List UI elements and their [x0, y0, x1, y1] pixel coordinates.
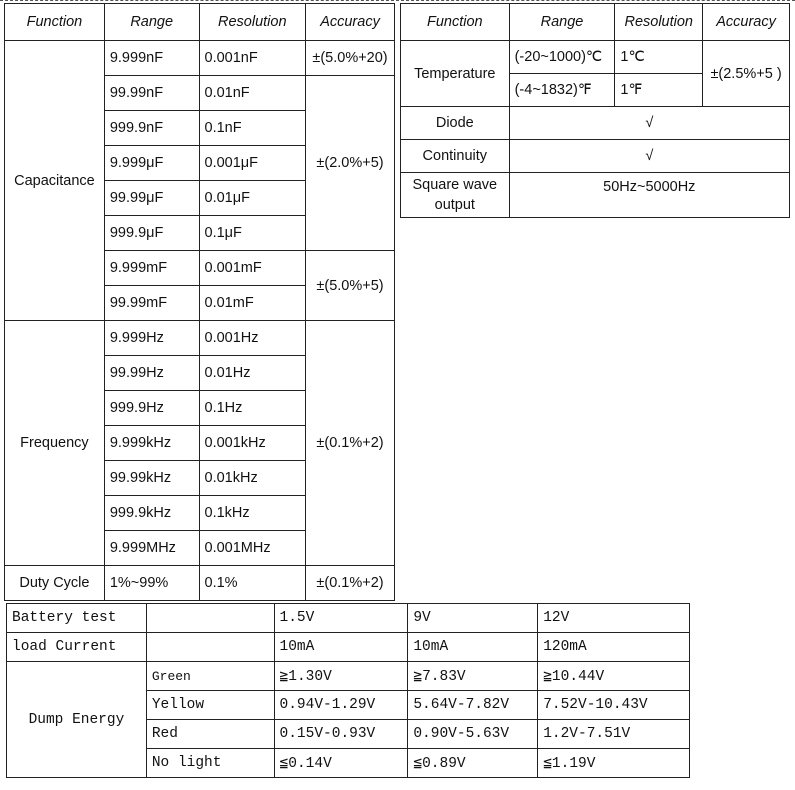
- function-continuity: Continuity: [401, 140, 510, 173]
- range-cell: 999.9kHz: [104, 496, 199, 531]
- indicator-color-red: Red: [146, 720, 274, 749]
- top-dashed-border: [0, 0, 795, 1]
- range-cell: (-4~1832)℉: [509, 74, 615, 107]
- spec-table-right: [400, 3, 790, 218]
- dump-energy-label: Dump Energy: [7, 662, 147, 778]
- resolution-cell: 0.01mF: [199, 286, 306, 321]
- diode-value: √: [509, 107, 789, 140]
- load-current-cell: 10mA: [408, 633, 538, 662]
- dump-energy-cell: ≧7.83V: [408, 662, 538, 691]
- battery-test-label: Battery test: [7, 604, 147, 633]
- table-row: [5, 321, 395, 356]
- header-resolution: Resolution: [199, 4, 306, 41]
- range-cell: (-20~1000)℃: [509, 41, 615, 74]
- range-cell: 99.99nF: [104, 76, 199, 111]
- table-row: [7, 662, 690, 691]
- function-square-wave: [401, 173, 510, 218]
- function-diode: Diode: [401, 107, 510, 140]
- resolution-cell: 0.1Hz: [199, 391, 306, 426]
- dump-energy-cell: ≧10.44V: [538, 662, 690, 691]
- dump-energy-cell: 0.90V-5.63V: [408, 720, 538, 749]
- table-row: [401, 140, 790, 173]
- table-row: [5, 566, 395, 601]
- indicator-color-yellow: Yellow: [146, 691, 274, 720]
- dump-energy-cell: 0.94V-1.29V: [274, 691, 408, 720]
- resolution-cell: 0.001MHz: [199, 531, 306, 566]
- battery-test-table: [6, 603, 690, 778]
- resolution-cell: 0.001μF: [199, 146, 306, 181]
- resolution-cell: 0.1%: [199, 566, 306, 601]
- resolution-cell: 0.001nF: [199, 41, 306, 76]
- header-range: Range: [104, 4, 199, 41]
- range-cell: 9.999Hz: [104, 321, 199, 356]
- range-cell: 9.999MHz: [104, 531, 199, 566]
- resolution-cell: 0.1μF: [199, 216, 306, 251]
- table-row: [7, 604, 690, 633]
- function-frequency: Frequency: [5, 321, 105, 566]
- battery-value-cell: 12V: [538, 604, 690, 633]
- empty-cell: [146, 604, 274, 633]
- resolution-cell: 0.01μF: [199, 181, 306, 216]
- accuracy-cell: ±(2.5%+5 ): [703, 41, 790, 107]
- resolution-cell: 0.1kHz: [199, 496, 306, 531]
- header-range: Range: [509, 4, 615, 41]
- header-function: Function: [5, 4, 105, 41]
- square-wave-line1: Square wave: [412, 177, 498, 193]
- table-row: [401, 107, 790, 140]
- range-cell: 9.999nF: [104, 41, 199, 76]
- load-current-cell: 120mA: [538, 633, 690, 662]
- indicator-color-green: Green: [146, 662, 274, 691]
- resolution-cell: 0.01nF: [199, 76, 306, 111]
- dump-energy-cell: ≧1.30V: [274, 662, 408, 691]
- resolution-cell: 0.001kHz: [199, 426, 306, 461]
- dump-energy-cell: 1.2V-7.51V: [538, 720, 690, 749]
- dump-energy-cell: 0.15V-0.93V: [274, 720, 408, 749]
- table-row: [7, 633, 690, 662]
- resolution-cell: 0.01kHz: [199, 461, 306, 496]
- accuracy-cell: ±(2.0%+5): [306, 76, 395, 251]
- table-header-row: [401, 4, 790, 41]
- load-current-label: load Current: [7, 633, 147, 662]
- table-row: [401, 173, 790, 218]
- header-accuracy: Accuracy: [306, 4, 395, 41]
- function-capacitance: Capacitance: [5, 41, 105, 321]
- dump-energy-cell: 5.64V-7.82V: [408, 691, 538, 720]
- header-function: Function: [401, 4, 510, 41]
- resolution-cell: 0.1nF: [199, 111, 306, 146]
- accuracy-cell: ±(5.0%+20): [306, 41, 395, 76]
- dump-energy-cell: ≦1.19V: [538, 749, 690, 778]
- range-cell: 99.99μF: [104, 181, 199, 216]
- range-cell: 999.9Hz: [104, 391, 199, 426]
- function-temperature: Temperature: [401, 41, 510, 107]
- battery-value-cell: 1.5V: [274, 604, 408, 633]
- continuity-value: √: [509, 140, 789, 173]
- resolution-cell: 0.001mF: [199, 251, 306, 286]
- range-cell: 9.999kHz: [104, 426, 199, 461]
- spec-table-left: [4, 3, 395, 601]
- function-duty-cycle: Duty Cycle: [5, 566, 105, 601]
- range-cell: 999.9μF: [104, 216, 199, 251]
- dump-energy-cell: ≦0.89V: [408, 749, 538, 778]
- range-cell: 9.999mF: [104, 251, 199, 286]
- range-cell: 99.99mF: [104, 286, 199, 321]
- resolution-cell: 0.01Hz: [199, 356, 306, 391]
- header-accuracy: Accuracy: [703, 4, 790, 41]
- accuracy-cell: ±(0.1%+2): [306, 321, 395, 566]
- battery-value-cell: 9V: [408, 604, 538, 633]
- table-row: [5, 41, 395, 76]
- square-wave-value: 50Hz~5000Hz: [509, 173, 789, 218]
- square-wave-line2: output: [434, 197, 475, 213]
- range-cell: 9.999μF: [104, 146, 199, 181]
- empty-cell: [146, 633, 274, 662]
- load-current-cell: 10mA: [274, 633, 408, 662]
- header-resolution: Resolution: [615, 4, 703, 41]
- range-cell: 99.99kHz: [104, 461, 199, 496]
- table-row: [401, 41, 790, 74]
- range-cell: 1%~99%: [104, 566, 199, 601]
- accuracy-cell: ±(5.0%+5): [306, 251, 395, 321]
- accuracy-cell: ±(0.1%+2): [306, 566, 395, 601]
- resolution-cell: 0.001Hz: [199, 321, 306, 356]
- table-header-row: [5, 4, 395, 41]
- resolution-cell: 1℃: [615, 41, 703, 74]
- indicator-color-no-light: No light: [146, 749, 274, 778]
- range-cell: 99.99Hz: [104, 356, 199, 391]
- dump-energy-cell: ≦0.14V: [274, 749, 408, 778]
- range-cell: 999.9nF: [104, 111, 199, 146]
- dump-energy-cell: 7.52V-10.43V: [538, 691, 690, 720]
- resolution-cell: 1℉: [615, 74, 703, 107]
